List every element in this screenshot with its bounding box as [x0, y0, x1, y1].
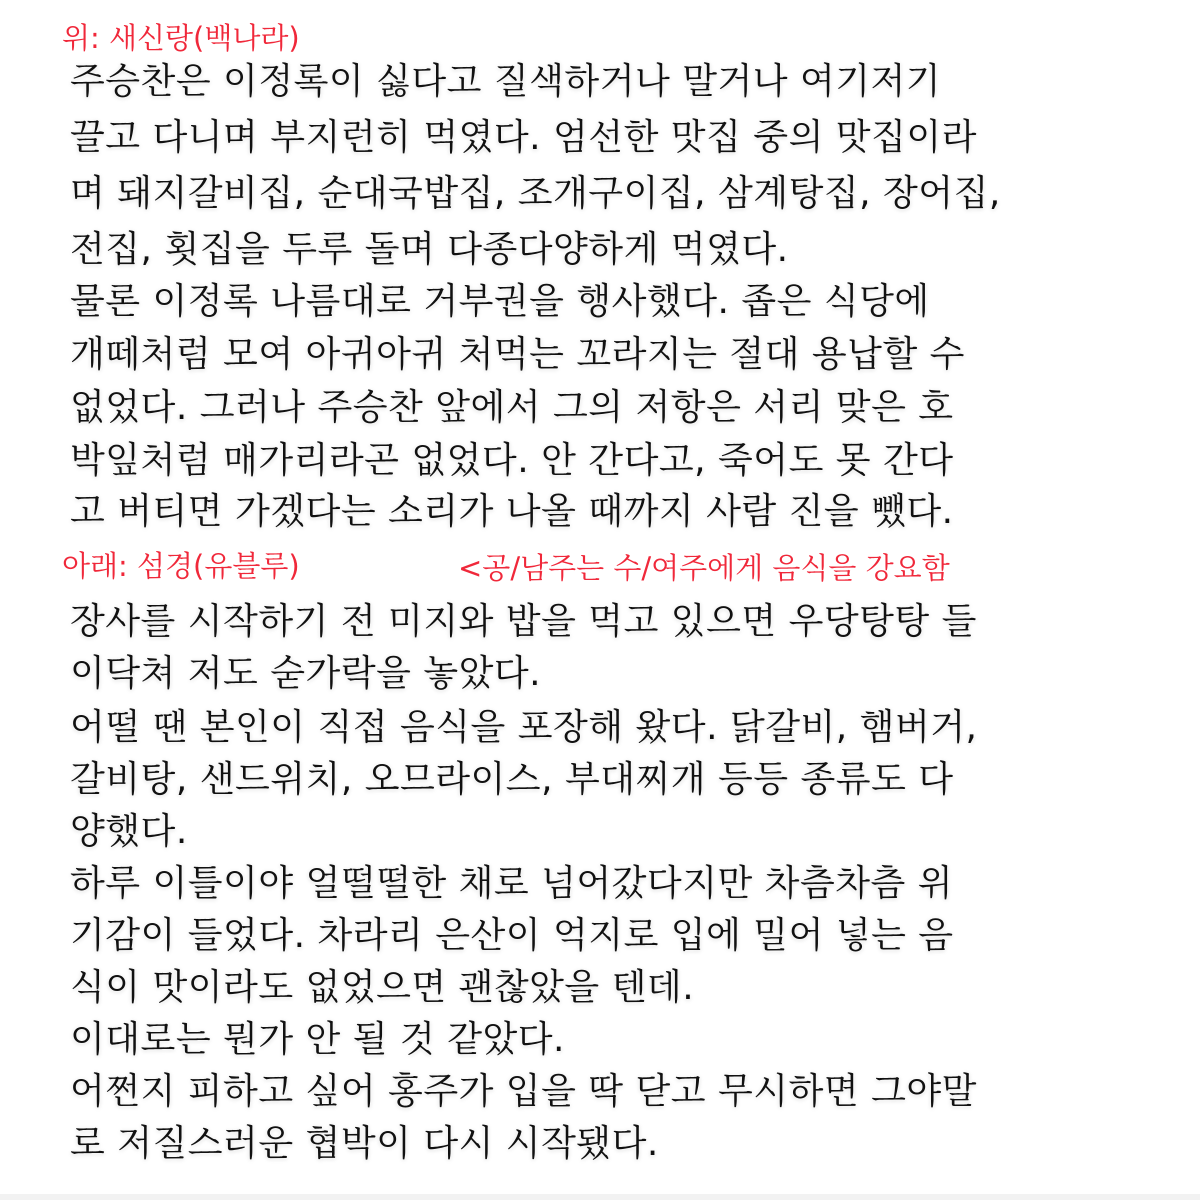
context-note: <공/남주는 수/여주에게 음식을 강요함: [458, 551, 950, 585]
passage-line: 박잎처럼 매가리라곤 없었다. 안 간다고, 죽어도 못 간다: [70, 440, 954, 481]
passage-line: 로 저질스러운 협박이 다시 시작됐다.: [70, 1123, 659, 1164]
passage-line: 물론 이정록 나름대로 거부권을 행사했다. 좁은 식당에: [70, 281, 930, 322]
passage-line: 기감이 들었다. 차라리 은산이 억지로 입에 밀어 넣는 음: [70, 915, 954, 956]
passage-line: 끌고 다니며 부지런히 먹였다. 엄선한 맛집 중의 맛집이라: [70, 117, 977, 158]
passage-line: 없었다. 그러나 주승찬 앞에서 그의 저항은 서리 맞은 호: [70, 387, 954, 428]
bottom-source-label: 아래: 섬경(유블루): [62, 549, 300, 583]
passage-line: 장사를 시작하기 전 미지와 밥을 먹고 있으면 우당탕탕 들: [70, 601, 977, 642]
passage-line: 이대로는 뭔가 안 될 것 같았다.: [70, 1019, 565, 1060]
passage-line: 양했다.: [70, 811, 188, 852]
passage-line: 식이 맛이라도 없었으면 괜찮았을 텐데.: [70, 967, 695, 1008]
passage-line: 개떼처럼 모여 아귀아귀 처먹는 꼬라지는 절대 용납할 수: [70, 334, 965, 375]
passage-line: 어쩐지 피하고 싶어 홍주가 입을 딱 닫고 무시하면 그야말: [70, 1071, 977, 1112]
passage-line: 주승찬은 이정록이 싫다고 질색하거나 말거나 여기저기: [70, 61, 942, 102]
passage-line: 하루 이틀이야 얼떨떨한 채로 넘어갔다지만 차츰차츰 위: [70, 863, 954, 904]
passage-line: 며 돼지갈비집, 순대국밥집, 조개구이집, 삼계탕집, 장어집,: [70, 173, 1001, 214]
passage-line: 이닥쳐 저도 숟가락을 놓았다.: [70, 653, 542, 694]
passage-line: 고 버티면 가겠다는 소리가 나올 때까지 사람 진을 뺐다.: [70, 491, 954, 532]
bottom-edge-divider: [0, 1194, 1200, 1200]
top-source-label: 위: 새신랑(백나라): [62, 21, 300, 55]
passage-line: 전집, 횟집을 두루 돌며 다종다양하게 먹였다.: [70, 229, 789, 270]
passage-line: 어떨 땐 본인이 직접 음식을 포장해 왔다. 닭갈비, 햄버거,: [70, 707, 978, 748]
passage-line: 갈비탕, 샌드위치, 오므라이스, 부대찌개 등등 종류도 다: [70, 759, 954, 800]
